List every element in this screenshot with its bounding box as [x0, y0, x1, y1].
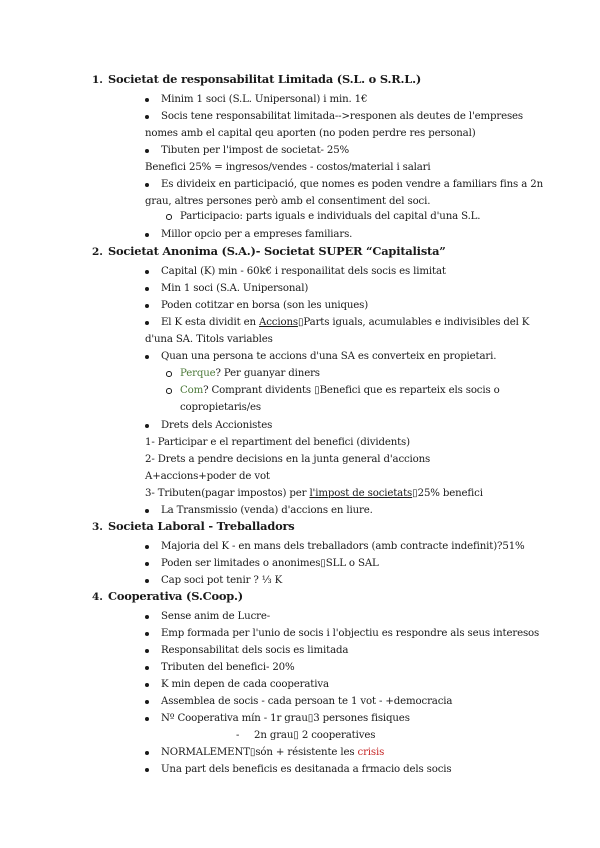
list-item-continuation: 3- Tributen(pagar impostos) per l'impost de societats▯25% benefici — [145, 488, 483, 499]
list-item: Una part dels beneficis es desitanada a frmacio dels socis — [161, 764, 452, 775]
section-title: Societa Laboral - Treballadors — [108, 519, 295, 533]
dash-marker: - — [236, 730, 240, 741]
underlined-term: Accions — [259, 317, 298, 328]
list-item: Assemblea de socis - cada persoan te 1 vot - +democracia — [161, 696, 453, 707]
bullet-icon — [145, 304, 149, 308]
bullet-icon — [145, 424, 149, 428]
bullet-icon — [145, 666, 149, 670]
bullet-icon — [145, 717, 149, 721]
list-item: K min depen de cada cooperativa — [161, 679, 329, 690]
list-item-continuation: grau, altres persones però amb el consentiment del soci. — [145, 196, 431, 207]
list-item-continuation: nomes amb el capital qeu aporten (no poden perdre res personal) — [145, 128, 476, 139]
bullet-icon — [145, 321, 149, 325]
bullet-icon — [145, 683, 149, 687]
bullet-icon — [145, 562, 149, 566]
list-item: Tributen del benefici- 20% — [161, 662, 295, 673]
list-item-continuation: 2- Drets a pendre decisions en la junta general d'accions — [145, 454, 431, 465]
list-item: La Transmissio (venda) d'accions en liure. — [161, 505, 373, 516]
list-item: Sense anim de Lucre- — [161, 611, 271, 622]
list-item-continuation: 2n grau▯ 2 cooperatives — [254, 730, 376, 741]
underlined-term: l'impost de societats — [309, 488, 413, 499]
list-item-continuation: Benefici 25% = ingresos/vendes - costos/material i salari — [145, 162, 431, 173]
bullet-icon — [145, 355, 149, 359]
bullet-icon — [145, 149, 149, 153]
bullet-icon — [145, 700, 149, 704]
bullet-icon — [145, 545, 149, 549]
list-item: Poden cotitzar en borsa (son les uniques) — [161, 300, 369, 311]
bullet-icon — [145, 287, 149, 291]
section-number: 3. — [92, 521, 103, 533]
section-title: Cooperativa (S.Coop.) — [108, 589, 243, 603]
bullet-icon — [145, 768, 149, 772]
bullet-icon — [145, 649, 149, 653]
list-item-continuation: A+accions+poder de vot — [145, 471, 270, 482]
sub-list-item: Participacio: parts iguals e individuals del capital d'una S.L. — [180, 211, 481, 222]
bullet-icon — [145, 233, 149, 237]
highlighted-term: crisis — [357, 747, 385, 758]
highlighted-term: Perque — [180, 368, 216, 379]
list-item: Millor opcio per a empreses familiars. — [161, 229, 353, 240]
bullet-icon — [145, 579, 149, 583]
list-item: Poden ser limitades o anonimes▯SLL o SAL — [161, 558, 379, 569]
list-item: Capital (K) min - 60k€ i responailitat dels socis es limitat — [161, 266, 446, 277]
list-item-continuation: d'una SA. Titols variables — [145, 334, 273, 345]
section-title: Societat Anonima (S.A.)- Societat SUPER “Capitalista” — [108, 244, 446, 258]
bullet-icon — [145, 751, 149, 755]
list-item: Cap soci pot tenir ? ⅓ K — [161, 575, 283, 586]
section-title: Societat de responsabilitat Limitada (S.L. o S.R.L.) — [108, 72, 422, 86]
sub-list-item: Perque? Per guanyar diners — [180, 368, 320, 379]
section-number: 1. — [92, 74, 103, 86]
list-item: Responsabilitat dels socis es limitada — [161, 645, 349, 656]
bullet-icon — [145, 98, 149, 102]
sub-bullet-icon — [166, 214, 172, 220]
section-number: 2. — [92, 246, 103, 258]
bullet-icon — [145, 632, 149, 636]
list-item: Nº Cooperativa mín - 1r grau▯3 persones fisiques — [161, 713, 410, 724]
list-item: Socis tene responsabilitat limitada-->responen als deutes de l'empreses — [161, 111, 524, 122]
list-item: Emp formada per l'unio de socis i l'objectiu es respondre als seus interesos — [161, 628, 540, 639]
bullet-icon — [145, 270, 149, 274]
list-item: NORMALEMENT▯són + résistente les crisis — [161, 747, 385, 758]
bullet-icon — [145, 183, 149, 187]
sub-bullet-icon — [166, 371, 172, 377]
list-item: Drets dels Accionistes — [161, 420, 273, 431]
sub-list-item: Com? Comprant dividents ▯Benefici que es reparteix els socis o — [180, 385, 500, 396]
section-number: 4. — [92, 591, 103, 603]
sub-bullet-icon — [166, 388, 172, 394]
bullet-icon — [145, 509, 149, 513]
list-item: Tibuten per l'impost de societat- 25% — [161, 145, 350, 156]
list-item: Es divideix en participació, que nomes es poden vendre a familiars fins a 2n — [161, 179, 543, 190]
list-item: Quan una persona te accions d'una SA es converteix en propietari. — [161, 351, 497, 362]
list-item: Majoria del K - en mans dels treballadors (amb contracte indefinit)?51% — [161, 541, 525, 552]
list-item-continuation: 1- Participar e el repartiment del benefici (dividents) — [145, 437, 410, 448]
list-item: Min 1 soci (S.A. Unipersonal) — [161, 283, 309, 294]
sub-list-item-continuation: copropietaris/es — [180, 402, 261, 413]
list-item: El K esta dividit en Accions▯Parts iguals, acumulables e indivisibles del K — [161, 317, 530, 328]
bullet-icon — [145, 115, 149, 119]
bullet-icon — [145, 615, 149, 619]
list-item: Minim 1 soci (S.L. Unipersonal) i min. 1€ — [161, 94, 368, 105]
highlighted-term: Com — [180, 385, 204, 396]
